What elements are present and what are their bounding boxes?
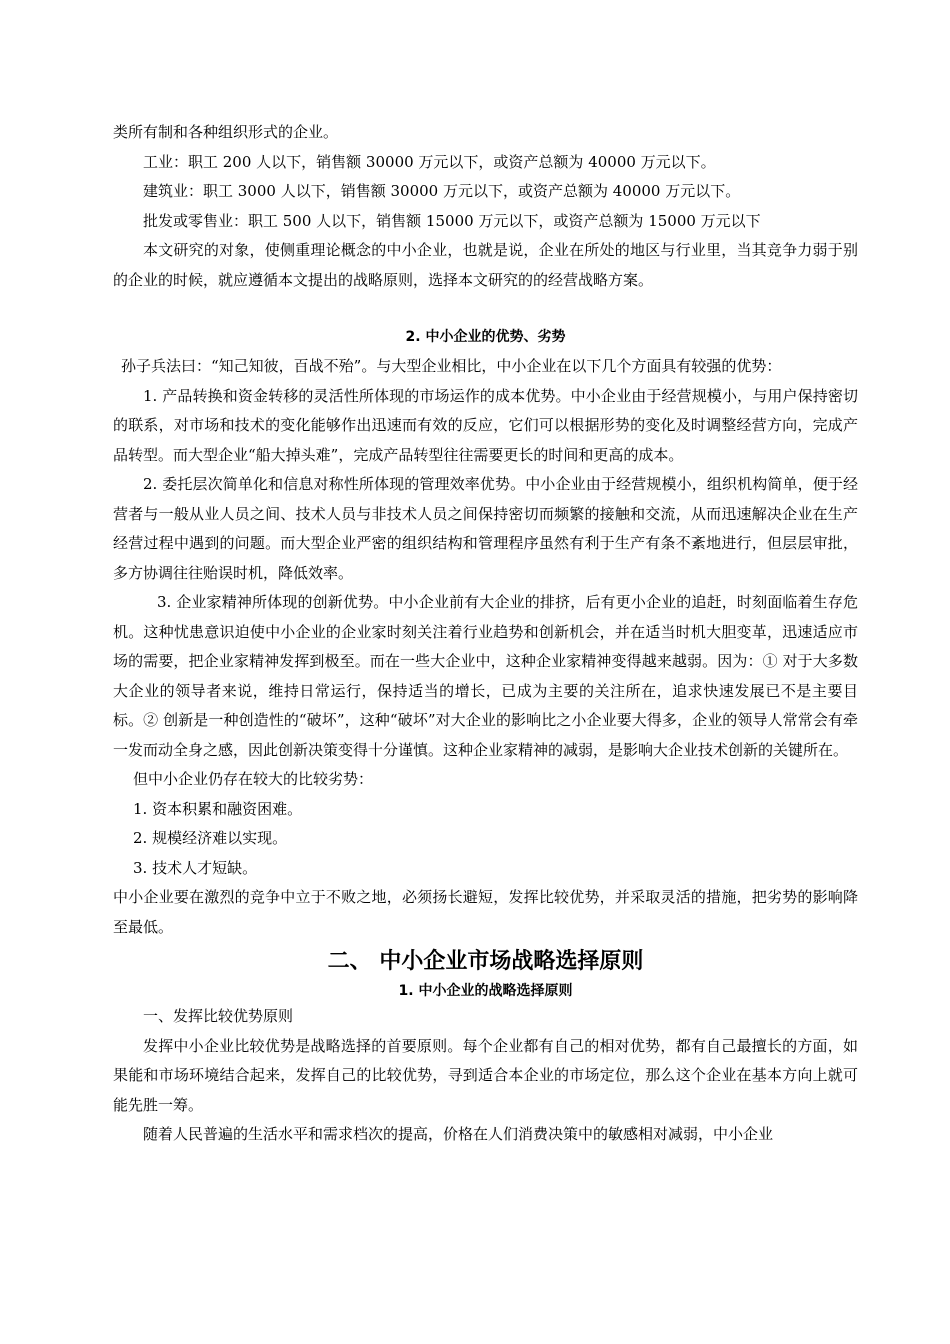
spacer (113, 295, 858, 323)
paragraph: 批发或零售业：职工 500 人以下，销售额 15000 万元以下，或资产总额为 15000 万元以下 (143, 211, 761, 230)
paragraph: 类所有制和各种组织形式的企业。 (113, 123, 339, 141)
paragraph: 建筑业：职工 3000 人以下，销售额 30000 万元以下，或资产总额为 40000 万元以下。 (143, 182, 741, 200)
paragraph: 孙子兵法曰：“知己知彼，百战不殆”。与大型企业相比，中小企业在以下几个方面具有较强的优势： (121, 357, 782, 375)
paragraph: 但中小企业仍存在较大的比较劣势： (133, 770, 374, 788)
paragraph: 1. 产品转换和资金转移的灵活性所体现的市场运作的成本优势。中小企业由于经营规模小，与用户保持密切的联系，对市场和技术的变化能够作出迅速而有效的反应，它们可以根据形势的变化及时调整经营方向，完成产品转型。而大型企业“船大掉头难”，完成产品转型往往需要更长的时间和更高的成本。 (113, 386, 858, 464)
paragraph: 中小企业要在激烈的竞争中立于不败之地，必须扬长避短，发挥比较优势，并采取灵活的措施，把劣势的影响降至最低。 (113, 888, 858, 936)
document-page (113, 118, 858, 1150)
paragraph: 发挥中小企业比较优势是战略选择的首要原则。每个企业都有自己的相对优势，都有自己最擅长的方面，如果能和市场环境结合起来，发挥自己的比较优势，寻到适合本企业的市场定位，那么这个企业在基本方向上就可能先胜一筹。 (113, 1036, 858, 1114)
paragraph: 工业：职工 200 人以下，销售额 30000 万元以下，或资产总额为 40000 万元以下。 (143, 152, 716, 171)
section-heading: 1. 中小企业的战略选择原则 (398, 983, 573, 999)
list-item: 3. 技术人才短缺。 (133, 858, 258, 877)
paragraph: 一、发挥比较优势原则 (143, 1007, 294, 1025)
paragraph: 2. 委托层次简单化和信息对称性所体现的管理效率优势。中小企业由于经营规模小，组织机构简单，便于经营者与一般从业人员之间、技术人员与非技术人员之间保持密切而频繁的接触和交流，从而迅速解决企业在生产经营过程中遇到的问题。而大型企业严密的组织结构和管理程序虽然有利于生产有条不紊地进行，但层层审批，多方协调往往贻误时机，降低效率。 (113, 475, 858, 582)
paragraph: 本文研究的对象，使侧重理论概念的中小企业，也就是说，企业在所处的地区与行业里，当其竞争力弱于别的企业的时候，就应遵循本文提出的战略原则，选择本文研究的的经营战略方案。 (113, 241, 858, 289)
paragraph: 随着人民普遍的生活水平和需求档次的提高，价格在人们消费决策中的敏感相对减弱，中小企业 (143, 1125, 774, 1143)
list-item: 1. 资本积累和融资困难。 (133, 799, 303, 818)
list-item: 2. 规模经济难以实现。 (133, 829, 288, 847)
chapter-heading: 二、 中小企业市场战略选择原则 (327, 949, 644, 974)
paragraph: 3. 企业家精神所体现的创新优势。中小企业前有大企业的排挤，后有更小企业的追赶，时刻面临着生存危机。这种忧患意识迫使中小企业的企业家时刻关注着行业趋势和创新机会，并在适当时机大胆变革，迅速适应市场的需要，把企业家精神发挥到极至。而在一些大企业中，这种企业家精神变得越来越弱。因为：① 对于大多数大企业的领导者来说，维持日常运行，保持适当的增长，已成为主要的关注所在，追求快速发展已不是主要目标。② 创新是一种创造性的“破坏”，这种“破坏”对大企业的影响比之小企业要大得多，企业的领导人常常会有牵一发而动全身之感，因此创新决策变得十分谨慎。这种企业家精神的减弱，是影响大企业技术创新的关键所在。 (113, 593, 858, 759)
section-heading: 2. 中小企业的优势、劣势 (405, 329, 566, 345)
